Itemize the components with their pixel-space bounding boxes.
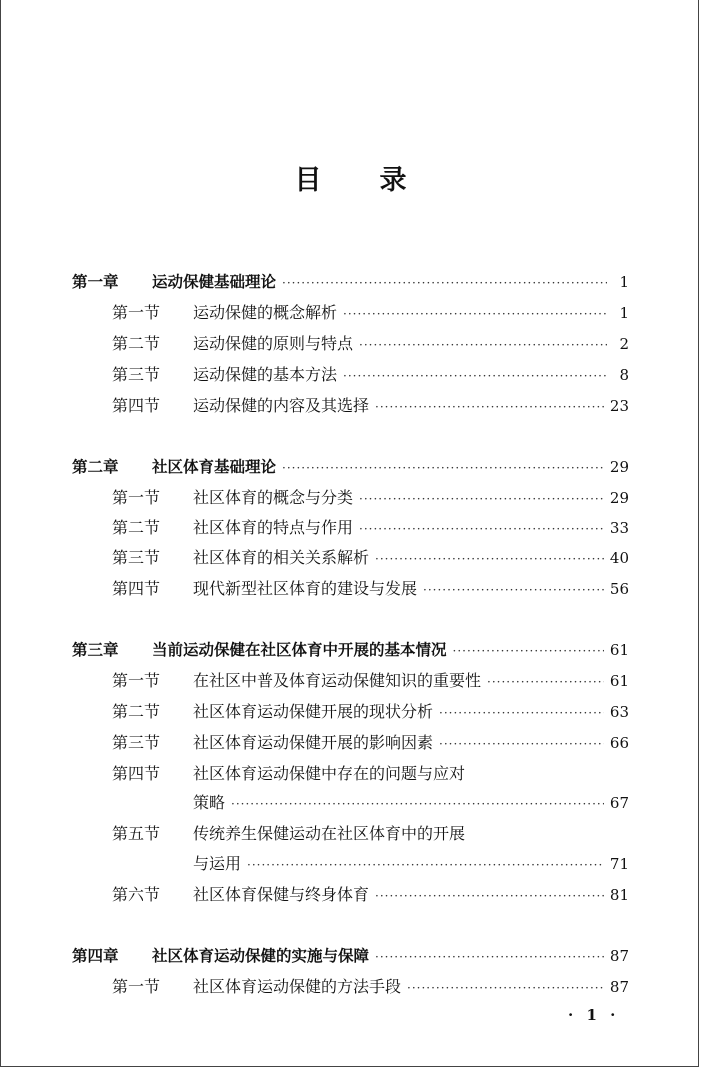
toc-section[interactable] bbox=[112, 394, 629, 418]
page-number: 1 bbox=[619, 304, 629, 322]
toc-section[interactable] bbox=[112, 822, 629, 846]
chapter-number: 第二章 bbox=[72, 458, 119, 476]
chapter-number: 第三章 bbox=[72, 641, 119, 659]
section-title: 运动保健的原则与特点 bbox=[193, 334, 354, 353]
toc-section[interactable] bbox=[112, 577, 629, 601]
chapter-number: 第一章 bbox=[72, 273, 119, 291]
section-title: 运动保健的概念解析 bbox=[193, 303, 338, 322]
dot-leader bbox=[439, 701, 604, 725]
toc-section[interactable] bbox=[112, 700, 629, 724]
section-number: 第一节 bbox=[112, 671, 161, 690]
section-number: 第二节 bbox=[112, 518, 161, 537]
page-number: 29 bbox=[609, 458, 629, 476]
section-title: 传统养生保健运动在社区体育中的开展 bbox=[193, 824, 466, 843]
toc-chapter-4[interactable] bbox=[72, 944, 629, 968]
dot-leader bbox=[359, 517, 604, 541]
section-title: 在社区中普及体育运动保健知识的重要性 bbox=[193, 671, 482, 690]
toc-section[interactable] bbox=[112, 486, 629, 510]
toc-chapter-2[interactable] bbox=[72, 455, 629, 479]
dot-leader bbox=[359, 487, 604, 511]
section-title: 社区体育运动保健开展的现状分析 bbox=[193, 702, 434, 721]
section-title: 社区体育运动保健开展的影响因素 bbox=[193, 733, 434, 752]
dot-leader bbox=[231, 792, 604, 816]
chapter-title: 社区体育基础理论 bbox=[152, 458, 277, 476]
page-title: 目录 bbox=[294, 165, 465, 196]
toc-section-continuation[interactable] bbox=[193, 852, 629, 876]
section-number: 第六节 bbox=[112, 885, 161, 904]
toc-chapter-3[interactable] bbox=[72, 638, 629, 662]
toc-section[interactable] bbox=[112, 975, 629, 999]
page-number: 61 bbox=[609, 672, 629, 690]
page-number: 1 bbox=[619, 273, 629, 291]
dot-leader bbox=[439, 732, 604, 756]
toc-section[interactable] bbox=[112, 301, 629, 325]
section-number: 第四节 bbox=[112, 579, 161, 598]
section-title-continued: 与运用 bbox=[193, 854, 242, 873]
chapter-title: 当前运动保健在社区体育中开展的基本情况 bbox=[152, 641, 447, 659]
toc-section[interactable] bbox=[112, 546, 629, 570]
dot-leader bbox=[282, 271, 607, 295]
toc-section-continuation[interactable] bbox=[193, 791, 629, 815]
page-number: 67 bbox=[609, 794, 629, 812]
section-number: 第三节 bbox=[112, 548, 161, 567]
chapter-number: 第四章 bbox=[72, 947, 119, 965]
chapter-title: 运动保健基础理论 bbox=[152, 273, 277, 291]
dot-leader bbox=[343, 302, 607, 326]
section-title: 运动保健的内容及其选择 bbox=[193, 396, 370, 415]
page-number: 2 bbox=[619, 335, 629, 353]
dot-leader bbox=[375, 945, 604, 969]
page-number: 63 bbox=[609, 703, 629, 721]
toc-section[interactable] bbox=[112, 363, 629, 387]
page-number: 87 bbox=[609, 978, 629, 996]
page-number: 23 bbox=[609, 397, 629, 415]
page-number: 87 bbox=[609, 947, 629, 965]
page-number: 81 bbox=[609, 886, 629, 904]
section-title-continued: 策略 bbox=[193, 793, 226, 812]
section-number: 第一节 bbox=[112, 977, 161, 996]
toc-section[interactable] bbox=[112, 731, 629, 755]
page-folio: · 1 · bbox=[568, 1006, 620, 1024]
dot-leader bbox=[247, 853, 604, 877]
page-number: 56 bbox=[609, 580, 629, 598]
dot-leader bbox=[453, 639, 604, 663]
page-number: 71 bbox=[609, 855, 629, 873]
section-number: 第一节 bbox=[112, 488, 161, 507]
toc-section[interactable] bbox=[112, 762, 629, 786]
page-number: 29 bbox=[609, 489, 629, 507]
dot-leader bbox=[375, 547, 604, 571]
section-number: 第二节 bbox=[112, 334, 161, 353]
section-title: 社区体育运动保健的方法手段 bbox=[193, 977, 402, 996]
toc-section[interactable] bbox=[112, 669, 629, 693]
section-number: 第三节 bbox=[112, 733, 161, 752]
dot-leader bbox=[375, 395, 604, 419]
dot-leader bbox=[407, 976, 604, 1000]
section-number: 第一节 bbox=[112, 303, 161, 322]
page-number: 61 bbox=[609, 641, 629, 659]
section-number: 第四节 bbox=[112, 396, 161, 415]
section-title: 社区体育的特点与作用 bbox=[193, 518, 354, 537]
dot-leader bbox=[359, 333, 607, 357]
page-number: 40 bbox=[609, 549, 629, 567]
section-title: 社区体育的相关关系解析 bbox=[193, 548, 370, 567]
toc-section[interactable] bbox=[112, 332, 629, 356]
dot-leader bbox=[375, 884, 604, 908]
toc-section[interactable] bbox=[112, 516, 629, 540]
section-title: 社区体育运动保健中存在的问题与应对 bbox=[193, 764, 466, 783]
toc-chapter-1[interactable] bbox=[72, 270, 629, 294]
toc-section[interactable] bbox=[112, 883, 629, 907]
page-number: 33 bbox=[609, 519, 629, 537]
section-title: 运动保健的基本方法 bbox=[193, 365, 338, 384]
page-number: 8 bbox=[619, 366, 629, 384]
section-number: 第四节 bbox=[112, 764, 161, 783]
dot-leader bbox=[423, 578, 604, 602]
section-number: 第五节 bbox=[112, 824, 161, 843]
section-title: 社区体育保健与终身体育 bbox=[193, 885, 370, 904]
page-number: 66 bbox=[609, 734, 629, 752]
section-number: 第二节 bbox=[112, 702, 161, 721]
section-title: 现代新型社区体育的建设与发展 bbox=[193, 579, 418, 598]
dot-leader bbox=[343, 364, 607, 388]
dot-leader bbox=[282, 456, 604, 480]
section-title: 社区体育的概念与分类 bbox=[193, 488, 354, 507]
chapter-title: 社区体育运动保健的实施与保障 bbox=[152, 947, 370, 965]
section-number: 第三节 bbox=[112, 365, 161, 384]
dot-leader bbox=[487, 670, 604, 694]
